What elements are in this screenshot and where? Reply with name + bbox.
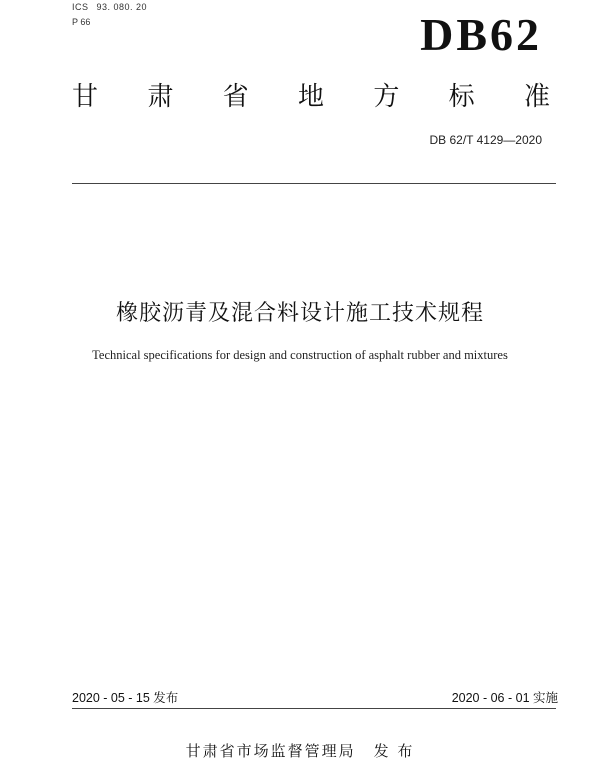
standard-type: [72, 84, 550, 110]
standard-type-char: 地: [297, 82, 324, 112]
issuer: [0, 740, 600, 761]
issuer-action: 发 布: [373, 742, 415, 760]
ics-code: [72, 2, 147, 12]
title-chinese: 橡胶沥青及混合料设计施工技术规程: [115, 301, 484, 326]
title-english: Technical specifications for design and construction of asphalt rubber and mixtures: [92, 348, 508, 362]
issuer-name: 甘肃省市场监督管理局: [185, 742, 356, 760]
standard-number: DB 62/T 4129—2020: [429, 133, 542, 147]
implementation-date: 2020 - 06 - 01 实施: [451, 691, 558, 705]
standard-type-char: 甘: [72, 82, 99, 112]
standard-type-char: 省: [222, 82, 249, 112]
ics-number: 93. 080. 20: [96, 2, 148, 12]
ics-label: ICS: [72, 2, 89, 12]
db-logo: DB62: [420, 9, 542, 60]
standard-type-char: 标: [448, 82, 475, 112]
footer-divider: [72, 708, 556, 709]
standard-type-char: 准: [523, 82, 550, 112]
issue-date: 2020 - 05 - 15 发布: [72, 691, 179, 705]
ccs-code: P 66: [72, 17, 91, 27]
standard-type-char: 肃: [147, 82, 174, 112]
header-divider: [72, 183, 556, 184]
standard-type-char: 方: [373, 82, 400, 112]
